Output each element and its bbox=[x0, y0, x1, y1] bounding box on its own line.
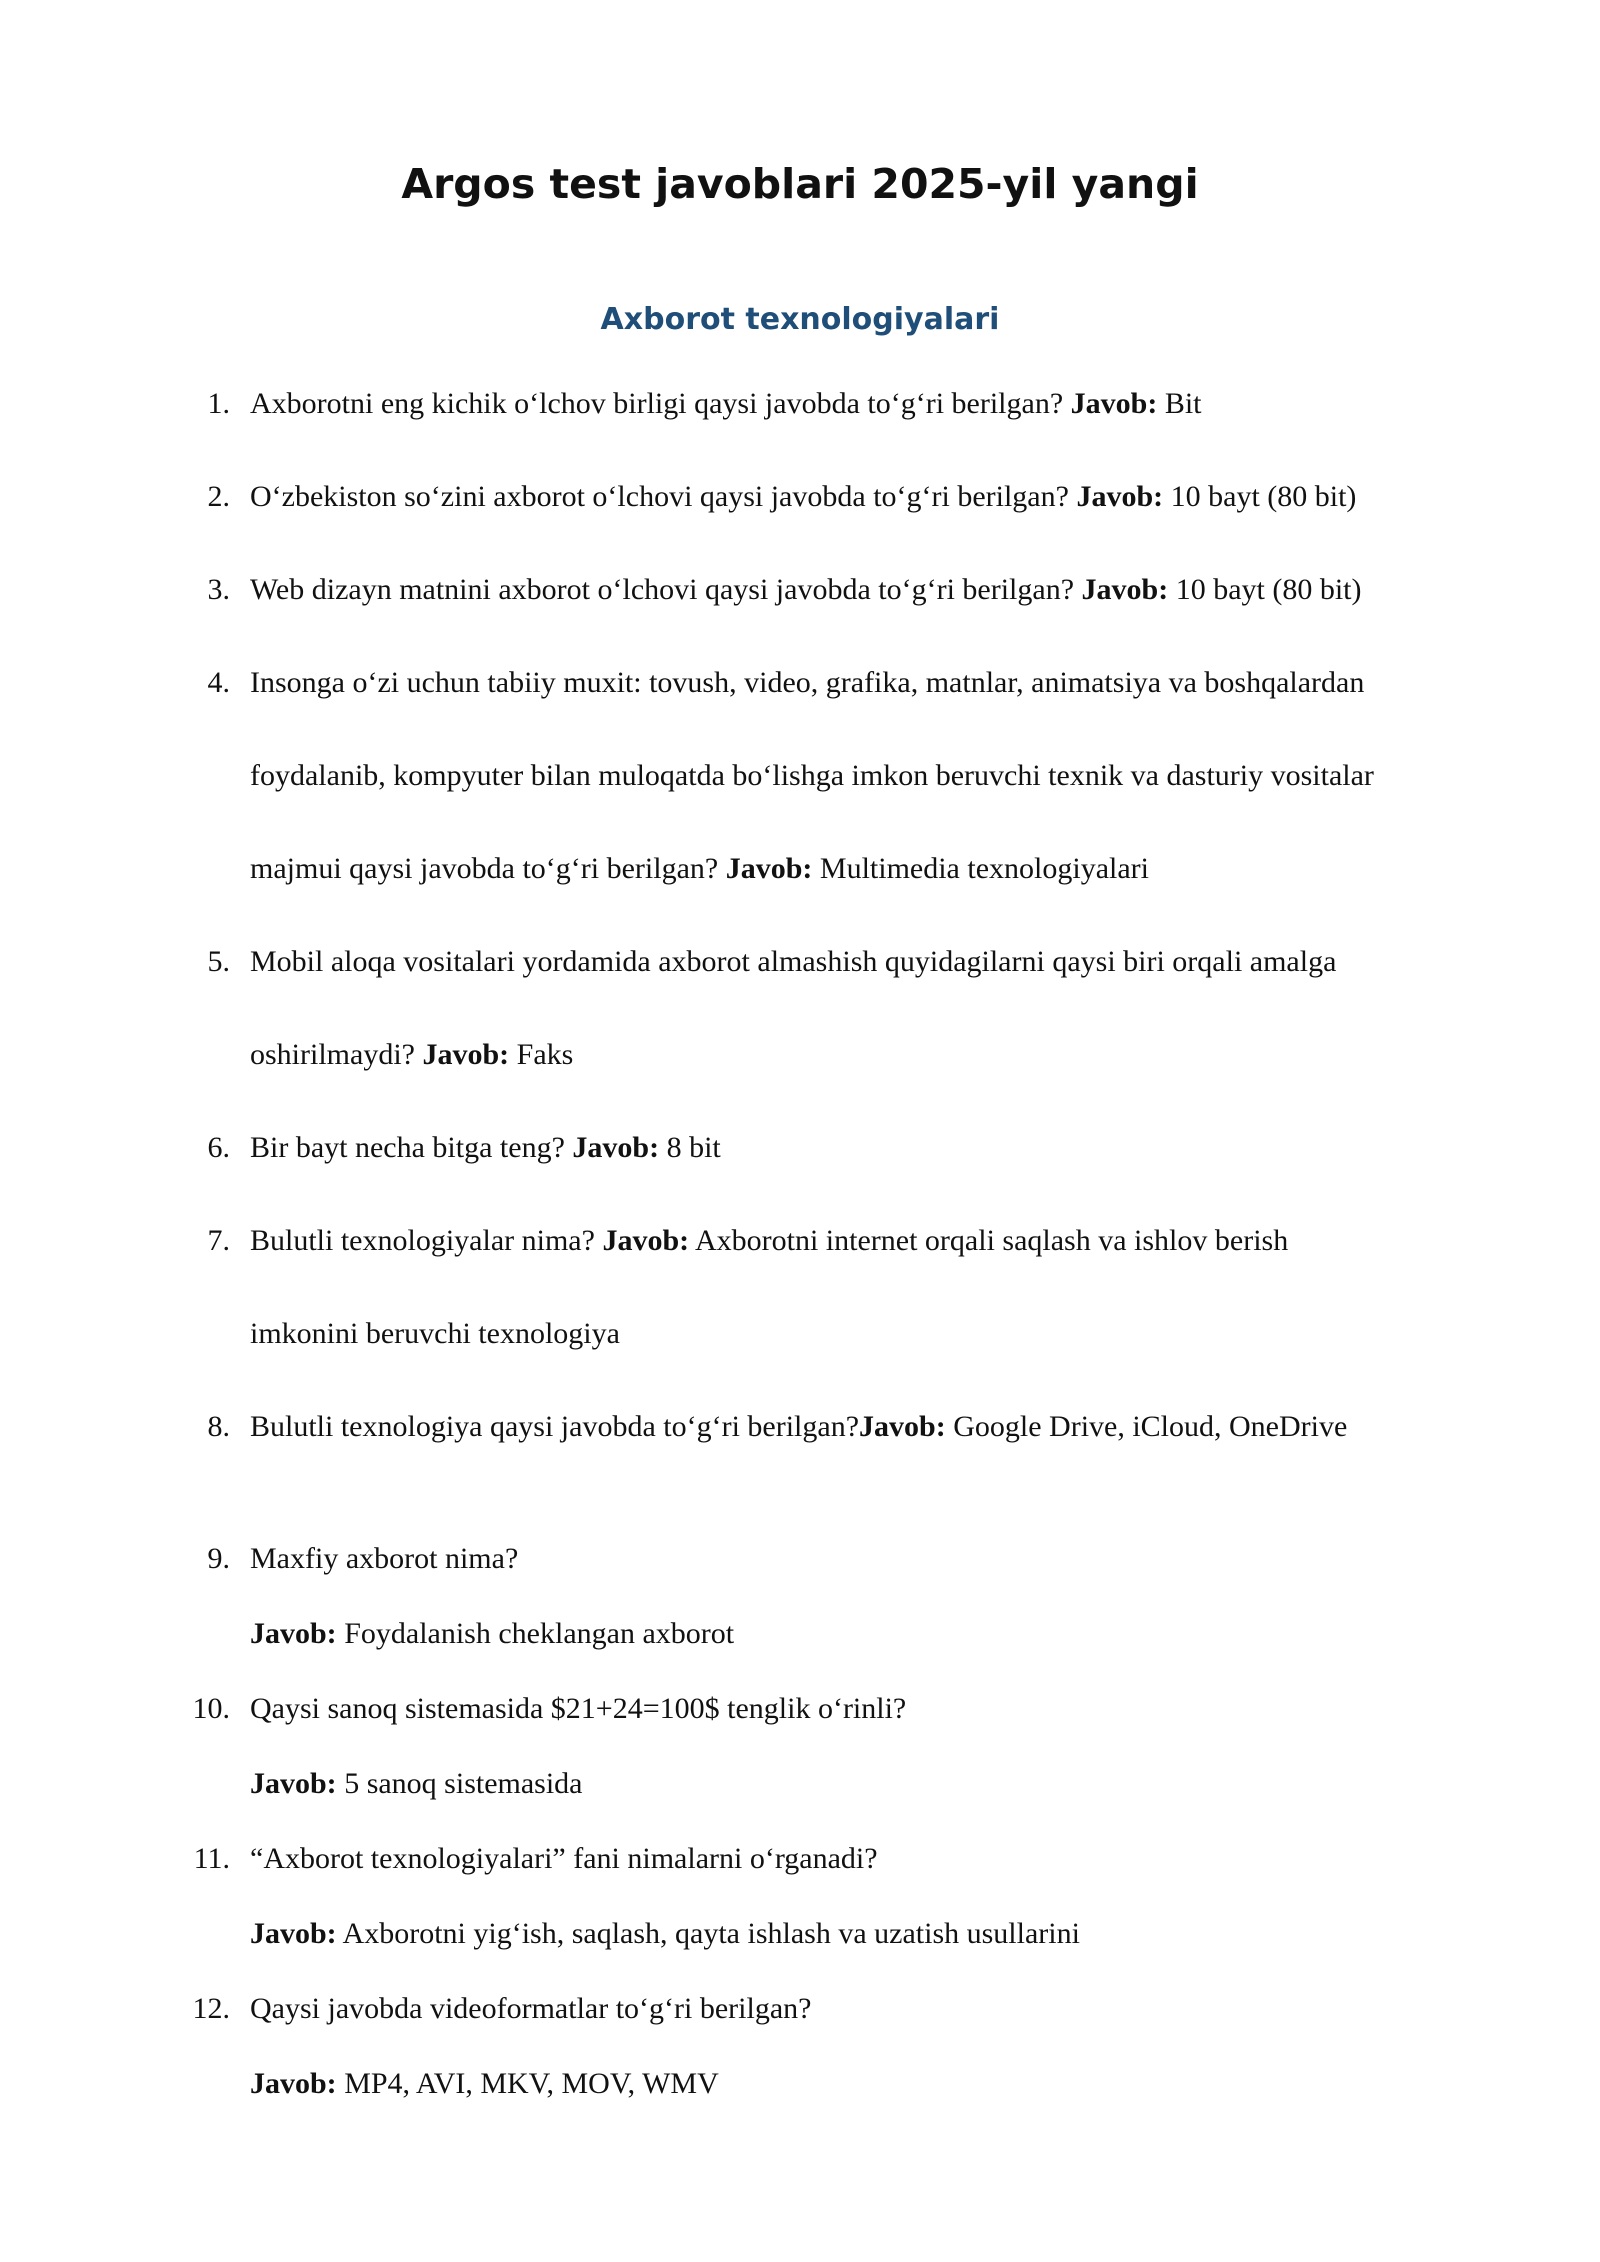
item-number: 6. bbox=[207, 1131, 230, 1164]
question-text: Bulutli texnologiya qaysi javobda to‘g‘ri berilgan? bbox=[250, 1410, 860, 1443]
answer-label: Javob: bbox=[1076, 480, 1164, 513]
question-text: oshirilmaydi? bbox=[250, 1038, 415, 1071]
answer-text: Axborotni internet orqali saqlash va ishlov berish bbox=[694, 1224, 1289, 1257]
item-number: 11. bbox=[193, 1842, 230, 1875]
item-number: 4. bbox=[207, 666, 230, 699]
answer-label: Javob: bbox=[422, 1038, 510, 1071]
answer-text: Bit bbox=[1164, 387, 1202, 420]
answer-text: 10 bayt (80 bit) bbox=[1175, 573, 1362, 606]
answer-text: MP4, AVI, MKV, MOV, WMV bbox=[344, 2067, 719, 2100]
item-number: 3. bbox=[207, 573, 230, 606]
answer-text: Faks bbox=[516, 1038, 574, 1071]
question-text: Bir bayt necha bitga teng? bbox=[250, 1131, 565, 1164]
question-text: Qaysi javobda videoformatlar to‘g‘ri berilgan? bbox=[250, 1992, 812, 2025]
answer-label: Javob: bbox=[859, 1410, 946, 1443]
answer-label: Javob: bbox=[1081, 573, 1169, 606]
answer-text: Foydalanish cheklangan axborot bbox=[344, 1617, 735, 1650]
question-text: Insonga o‘zi uchun tabiiy muxit: tovush, video, grafika, matnlar, animatsiya va boshqalardan bbox=[250, 666, 1365, 699]
answer-label: Javob: bbox=[250, 1767, 337, 1800]
question-text: Qaysi sanoq sistemasida $21+24=100$ tenglik o‘rinli? bbox=[250, 1692, 907, 1725]
item-number: 1. bbox=[207, 387, 230, 420]
answer-label: Javob: bbox=[1070, 387, 1158, 420]
question-text: majmui qaysi javobda to‘g‘ri berilgan? bbox=[250, 852, 719, 885]
question-text: Mobil aloqa vositalari yordamida axborot almashish quyidagilarni qaysi biri orqali amalga bbox=[250, 945, 1337, 978]
page-title: Argos test javoblari 2025-yil yangi bbox=[401, 160, 1199, 208]
answer-label: Javob: bbox=[250, 1617, 337, 1650]
item-number: 12. bbox=[192, 1992, 230, 2025]
item-number: 7. bbox=[207, 1224, 230, 1257]
question-text: Bulutli texnologiyalar nima? bbox=[250, 1224, 595, 1257]
question-text: foydalanib, kompyuter bilan muloqatda bo‘lishga imkon beruvchi texnik va dasturiy vositalar bbox=[250, 759, 1374, 792]
question-text: “Axborot texnologiyalari” fani nimalarni o‘rganadi? bbox=[250, 1842, 878, 1875]
item-number: 10. bbox=[192, 1692, 230, 1725]
answer-text: Google Drive, iCloud, OneDrive bbox=[953, 1410, 1348, 1443]
answer-label: Javob: bbox=[602, 1224, 690, 1257]
answer-text: Multimedia texnologiyalari bbox=[819, 852, 1149, 885]
item-number: 9. bbox=[207, 1542, 230, 1575]
answer-label: Javob: bbox=[250, 2067, 337, 2100]
question-text: Maxfiy axborot nima? bbox=[250, 1542, 519, 1575]
item-number: 5. bbox=[207, 945, 230, 978]
answer-label: Javob: bbox=[572, 1131, 660, 1164]
item-number: 2. bbox=[207, 480, 230, 513]
answer-label: Javob: bbox=[725, 852, 813, 885]
answer-label: Javob: bbox=[250, 1917, 337, 1950]
answer-text: Axborotni yig‘ish, saqlash, qayta ishlash va uzatish usullarini bbox=[342, 1917, 1080, 1950]
answer-text: 5 sanoq sistemasida bbox=[344, 1767, 583, 1800]
item-number: 8. bbox=[207, 1410, 230, 1443]
answer-text: 8 bit bbox=[666, 1131, 721, 1164]
question-text: Web dizayn matnini axborot o‘lchovi qaysi javobda to‘g‘ri berilgan? bbox=[250, 573, 1075, 606]
section-heading: Axborot texnologiyalari bbox=[600, 302, 1000, 337]
answer-text: 10 bayt (80 bit) bbox=[1170, 480, 1357, 513]
answer-text: imkonini beruvchi texnologiya bbox=[250, 1317, 620, 1350]
question-text: O‘zbekiston so‘zini axborot o‘lchovi qaysi javobda to‘g‘ri berilgan? bbox=[250, 480, 1069, 513]
question-text: Axborotni eng kichik o‘lchov birligi qaysi javobda to‘g‘ri berilgan? bbox=[250, 387, 1064, 420]
